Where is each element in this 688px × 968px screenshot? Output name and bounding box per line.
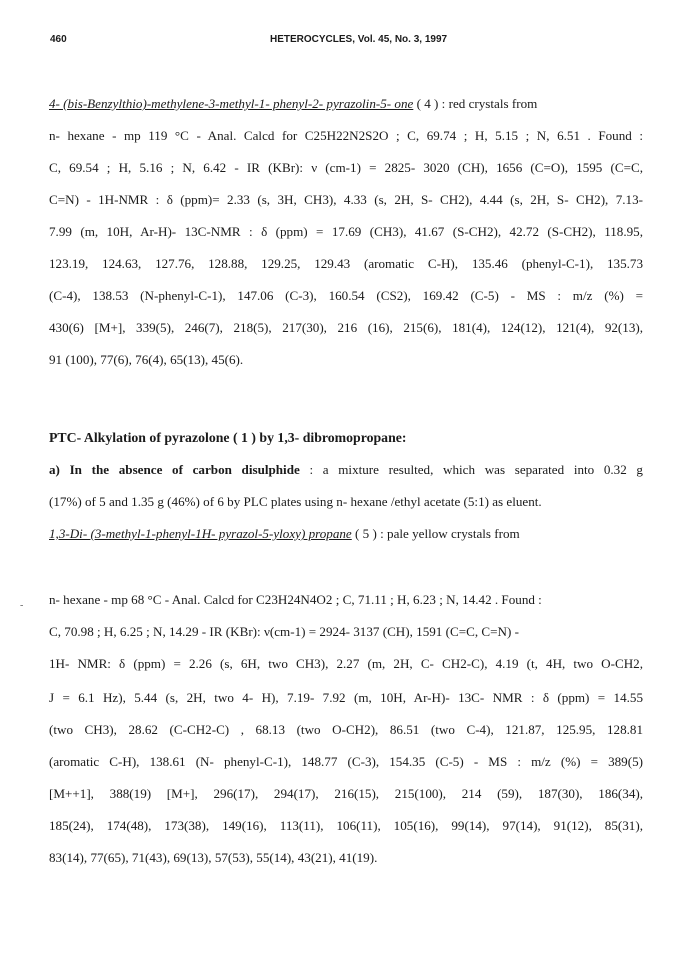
compound-4-ref: ( 4 ) : red crystals from <box>416 96 538 111</box>
compound-5-line-7: (aromatic C-H), 138.61 (N- phenyl-C-1), 148.77 (C-3), 154.35 (C-5) - MS : m/z (%) = 389(5) <box>49 754 643 769</box>
margin-mark: - <box>20 600 24 611</box>
compound-4-line-9: 91 (100), 77(6), 76(4), 65(13), 45(6). <box>49 352 244 367</box>
compound-4-line-7: (C-4), 138.53 (N-phenyl-C-1), 147.06 (C-3), 160.54 (CS2), 169.42 (C-5) - MS : m/z (%) = <box>49 288 643 303</box>
compound-5-line-3: C, 70.98 ; H, 6.25 ; N, 14.29 - IR (KBr): ν(cm-1) = 2924- 3137 (CH), 1591 (C=C, C=N) - <box>49 624 519 639</box>
section-a-line-1 <box>49 462 643 478</box>
compound-4-line-4: C=N) - 1H-NMR : δ (ppm)= 2.33 (s, 3H, CH3), 4.33 (s, 2H, S- CH2), 4.44 (s, 2H, S- CH2), 7.13- <box>49 192 643 207</box>
compound-4-line-6: 123.19, 124.63, 127.76, 128.88, 129.25, 129.43 (aromatic C-H), 135.46 (phenyl-C-1), 135.73 <box>49 256 643 271</box>
compound-4-line-8: 430(6) [M+], 339(5), 246(7), 218(5), 217(30), 216 (16), 215(6), 181(4), 124(12), 121(4), 92(13), <box>49 320 643 335</box>
compound-5-line-8: [M++1], 388(19) [M+], 296(17), 294(17), 216(15), 215(100), 214 (59), 187(30), 186(34), <box>49 786 643 801</box>
section-a-label: a) In the absence of carbon disulphide <box>49 462 300 477</box>
compound-5-title-line <box>49 526 643 542</box>
compound-5-line-6: (two CH3), 28.62 (C-CH2-C) , 68.13 (two O-CH2), 86.51 (two C-4), 121.87, 125.95, 128.81 <box>49 722 643 737</box>
compound-4-line-3: C, 69.54 ; H, 5.16 ; N, 6.42 - IR (KBr): ν (cm-1) = 2825- 3020 (CH), 1656 (C=O), 1595 (C=C, <box>49 160 643 175</box>
compound-4-line-2: n- hexane - mp 119 °C - Anal. Calcd for C25H22N2S2O ; C, 69.74 ; H, 5.15 ; N, 6.51 . Found : <box>49 128 643 143</box>
compound-4-line-5: 7.99 (m, 10H, Ar-H)- 13C-NMR : δ (ppm) = 17.69 (CH3), 41.67 (S-CH2), 42.72 (S-CH2), 118.95, <box>49 224 643 239</box>
compound-5-line-10: 83(14), 77(65), 71(43), 69(13), 57(53), 55(14), 43(21), 41(19). <box>49 850 378 865</box>
compound-5-line-4: 1H- NMR: δ (ppm) = 2.26 (s, 6H, two CH3), 2.27 (m, 2H, C- CH2-C), 4.19 (t, 4H, two O-CH2, <box>49 656 643 671</box>
section-a-line-2: (17%) of 5 and 1.35 g (46%) of 6 by PLC plates using n- hexane /ethyl acetate (5:1) as eluent. <box>49 494 542 509</box>
compound-5-name: 1,3-Di- (3-methyl-1-phenyl-1H- pyrazol-5-yloxy) propane <box>49 526 352 541</box>
section-a-text: : a mixture resulted, which was separated into 0.32 g <box>309 462 643 477</box>
compound-4-title-line <box>49 96 643 112</box>
running-header <box>0 34 688 50</box>
compound-5-line-2: n- hexane - mp 68 °C - Anal. Calcd for C23H24N4O2 ; C, 71.11 ; H, 6.23 ; N, 14.42 . Found : <box>49 592 542 607</box>
compound-5-line-9: 185(24), 174(48), 173(38), 149(16), 113(11), 106(11), 105(16), 99(14), 97(14), 91(12), 85(31), <box>49 818 643 833</box>
page-number: 460 <box>50 34 67 45</box>
compound-5-line-5: J = 6.1 Hz), 5.44 (s, 2H, two 4- H), 7.19- 7.92 (m, 10H, Ar-H)- 13C- NMR : δ (ppm) = 14.55 <box>49 690 643 705</box>
compound-5-ref: ( 5 ) : pale yellow crystals from <box>355 526 520 541</box>
compound-4-name: 4- (bis-Benzylthio)-methylene-3-methyl-1- phenyl-2- pyrazolin-5- one <box>49 96 414 111</box>
section-heading: PTC- Alkylation of pyrazolone ( 1 ) by 1,3- dibromopropane: <box>49 430 407 445</box>
journal-reference: HETEROCYCLES, Vol. 45, No. 3, 1997 <box>270 34 448 45</box>
